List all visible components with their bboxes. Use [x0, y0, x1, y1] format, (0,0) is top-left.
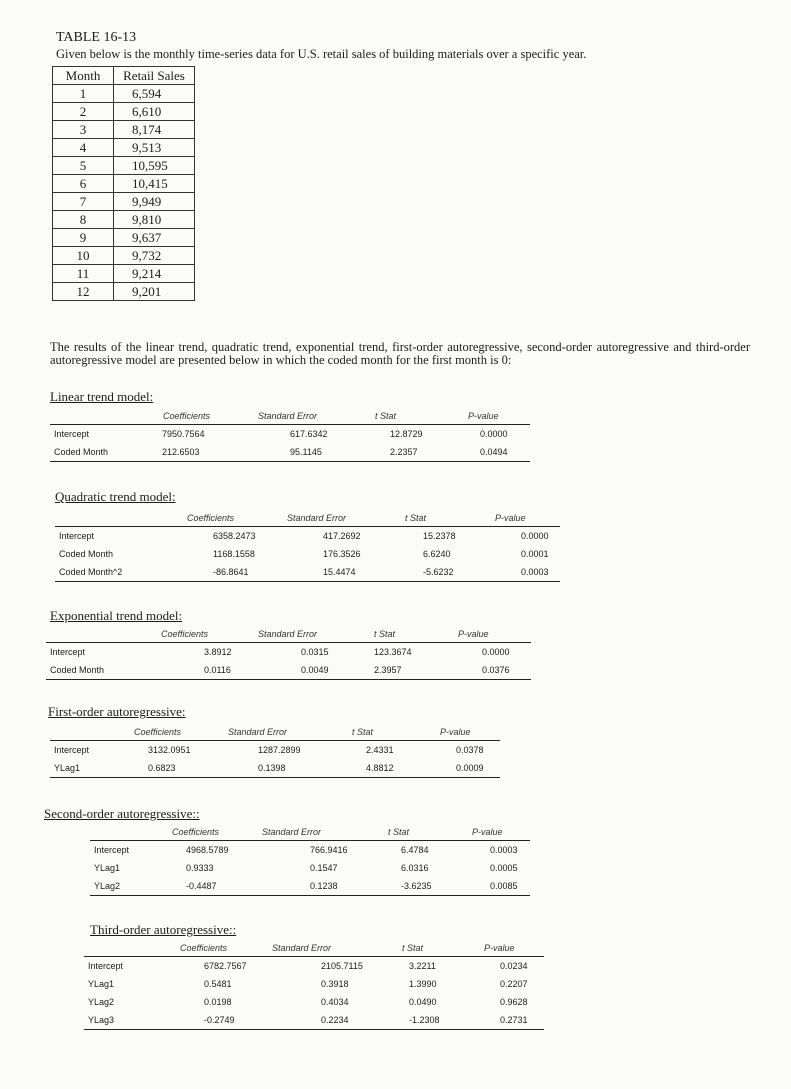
- column-header: Standard Error: [262, 827, 322, 837]
- sales-cell: 9,201: [114, 283, 195, 301]
- regression-row: [50, 759, 500, 778]
- month-cell: 8: [53, 211, 114, 229]
- regression-row: [84, 957, 544, 975]
- sales-cell: 9,637: [114, 229, 195, 247]
- column-header: Coefficients: [172, 827, 220, 837]
- regression-header-row: [46, 628, 531, 643]
- retail-sales-table: [52, 66, 195, 301]
- table-row: [53, 103, 195, 121]
- regression-header-row: [90, 826, 530, 841]
- value-cell: 0.4034: [321, 997, 349, 1007]
- heading-second-order: Second-order autoregressive::: [44, 806, 200, 821]
- value-cell: 6.6240: [423, 549, 451, 559]
- table-row: [53, 121, 195, 139]
- regression-row: [46, 661, 531, 680]
- value-cell: 1.3990: [409, 979, 437, 989]
- value-cell: 12.8729: [390, 429, 423, 439]
- regression-row: [84, 1011, 544, 1030]
- value-cell: 0.1238: [310, 881, 338, 891]
- value-cell: 0.0116: [204, 665, 231, 675]
- month-cell: 3: [53, 121, 114, 139]
- value-cell: -1.2308: [409, 1015, 440, 1025]
- value-cell: 0.0005: [490, 863, 518, 873]
- column-header: Standard Error: [258, 411, 318, 421]
- exponential-trend-table: [46, 628, 531, 680]
- linear-trend-table: [50, 410, 530, 462]
- row-label: Intercept: [50, 647, 86, 657]
- value-cell: 0.0378: [456, 745, 484, 755]
- table-header-row: [53, 67, 195, 85]
- sales-cell: 9,810: [114, 211, 195, 229]
- value-cell: 0.3918: [321, 979, 349, 989]
- value-cell: 0.0315: [301, 647, 329, 657]
- value-cell: 6.4784: [401, 845, 429, 855]
- value-cell: -86.8641: [213, 567, 249, 577]
- month-cell: 7: [53, 193, 114, 211]
- row-label: Coded Month: [50, 665, 105, 675]
- value-cell: -0.2749: [204, 1015, 235, 1025]
- first-order-table: [50, 726, 500, 778]
- column-header: P-value: [495, 513, 526, 523]
- value-cell: 0.1398: [258, 763, 286, 773]
- value-cell: 3.8912: [204, 647, 232, 657]
- regression-header-row: [84, 942, 544, 957]
- sales-cell: 10,415: [114, 175, 195, 193]
- sales-cell: 9,214: [114, 265, 195, 283]
- regression-header-row: [50, 410, 530, 425]
- value-cell: 0.0198: [204, 997, 232, 1007]
- column-header: P-value: [484, 943, 515, 953]
- table-row: [53, 283, 195, 301]
- value-cell: 617.6342: [290, 429, 328, 439]
- header-retail-sales: Retail Sales: [114, 67, 195, 85]
- column-header: t Stat: [388, 827, 410, 837]
- table-row: [53, 157, 195, 175]
- row-label: Intercept: [54, 429, 90, 439]
- value-cell: 0.0085: [490, 881, 518, 891]
- value-cell: 0.2234: [321, 1015, 349, 1025]
- value-cell: 6.0316: [401, 863, 429, 873]
- value-cell: 0.9628: [500, 997, 528, 1007]
- table-row: [53, 229, 195, 247]
- column-header: Standard Error: [287, 513, 347, 523]
- month-cell: 2: [53, 103, 114, 121]
- table-row: [53, 265, 195, 283]
- heading-exponential: Exponential trend model:: [50, 608, 183, 623]
- table-row: [53, 193, 195, 211]
- month-cell: 6: [53, 175, 114, 193]
- row-label: YLag1: [54, 763, 81, 773]
- column-header: P-value: [468, 411, 499, 421]
- row-label: Coded Month: [54, 447, 109, 457]
- regression-row: [90, 841, 530, 859]
- value-cell: 15.4474: [323, 567, 356, 577]
- regression-header-row: [55, 512, 560, 527]
- month-cell: 4: [53, 139, 114, 157]
- row-label: Intercept: [88, 961, 124, 971]
- value-cell: 95.1145: [290, 447, 322, 457]
- column-header: Standard Error: [228, 727, 288, 737]
- column-header: Coefficients: [161, 629, 209, 639]
- heading-first-order: First-order autoregressive:: [48, 704, 186, 719]
- value-cell: 3.2211: [409, 961, 436, 971]
- row-label: Intercept: [59, 531, 95, 541]
- row-label: YLag2: [94, 881, 121, 891]
- regression-row: [50, 425, 530, 443]
- column-header: Coefficients: [180, 943, 228, 953]
- month-cell: 10: [53, 247, 114, 265]
- column-header: t Stat: [405, 513, 427, 523]
- third-order-table: [84, 942, 544, 1030]
- value-cell: -5.6232: [423, 567, 454, 577]
- sales-cell: 6,594: [114, 85, 195, 103]
- value-cell: 4968.5789: [186, 845, 229, 855]
- regression-row: [50, 443, 530, 462]
- row-label: Coded Month^2: [59, 567, 123, 577]
- row-label: YLag2: [88, 997, 115, 1007]
- regression-row: [55, 563, 560, 582]
- value-cell: -3.6235: [401, 881, 432, 891]
- value-cell: 7950.7564: [162, 429, 205, 439]
- regression-row: [90, 877, 530, 896]
- value-cell: 1168.1558: [213, 549, 255, 559]
- value-cell: 0.0234: [500, 961, 528, 971]
- value-cell: 0.0376: [482, 665, 510, 675]
- regression-row: [90, 859, 530, 877]
- value-cell: 0.0494: [480, 447, 508, 457]
- value-cell: 0.9333: [186, 863, 214, 873]
- value-cell: 0.0490: [409, 997, 437, 1007]
- value-cell: 2.4331: [366, 745, 394, 755]
- regression-row: [46, 643, 531, 661]
- column-header: Standard Error: [258, 629, 318, 639]
- sales-cell: 9,949: [114, 193, 195, 211]
- column-header: t Stat: [402, 943, 424, 953]
- value-cell: 4.8812: [366, 763, 394, 773]
- column-header: Standard Error: [272, 943, 332, 953]
- column-header: P-value: [440, 727, 471, 737]
- regression-row: [84, 975, 544, 993]
- value-cell: 0.0003: [521, 567, 549, 577]
- value-cell: 0.0003: [490, 845, 518, 855]
- heading-linear: Linear trend model:: [50, 389, 154, 404]
- month-cell: 1: [53, 85, 114, 103]
- value-cell: 123.3674: [374, 647, 412, 657]
- second-order-table: [90, 826, 530, 896]
- table-row: [53, 85, 195, 103]
- row-label: Coded Month: [59, 549, 114, 559]
- column-header: t Stat: [352, 727, 374, 737]
- table-row: [53, 247, 195, 265]
- intro-text: Given below is the monthly time-series data for U.S. retail sales of building materials over a specific year.: [56, 47, 587, 61]
- column-header: Coefficients: [187, 513, 235, 523]
- row-label: Intercept: [54, 745, 90, 755]
- table-row: [53, 139, 195, 157]
- value-cell: 0.6823: [148, 763, 176, 773]
- table-title: TABLE 16-13: [56, 30, 137, 45]
- value-cell: 6358.2473: [213, 531, 256, 541]
- column-header: t Stat: [374, 629, 396, 639]
- regression-row: [50, 741, 500, 759]
- value-cell: 1287.2899: [258, 745, 301, 755]
- column-header: P-value: [458, 629, 489, 639]
- column-header: t Stat: [375, 411, 397, 421]
- row-label: YLag1: [88, 979, 115, 989]
- header-month: Month: [53, 67, 114, 85]
- row-label: Intercept: [94, 845, 130, 855]
- value-cell: 15.2378: [423, 531, 456, 541]
- regression-row: [55, 527, 560, 545]
- value-cell: 2.2357: [390, 447, 418, 457]
- value-cell: 6782.7567: [204, 961, 247, 971]
- sales-cell: 10,595: [114, 157, 195, 175]
- month-cell: 11: [53, 265, 114, 283]
- row-label: YLag3: [88, 1015, 115, 1025]
- row-label: YLag1: [94, 863, 121, 873]
- column-header: Coefficients: [134, 727, 182, 737]
- table-row: [53, 211, 195, 229]
- column-header: Coefficients: [163, 411, 211, 421]
- regression-row: [55, 545, 560, 563]
- value-cell: 0.5481: [204, 979, 232, 989]
- value-cell: 176.3526: [323, 549, 361, 559]
- value-cell: 766.9416: [310, 845, 348, 855]
- month-cell: 12: [53, 283, 114, 301]
- regression-header-row: [50, 726, 500, 741]
- value-cell: 0.0000: [521, 531, 549, 541]
- column-header: P-value: [472, 827, 503, 837]
- value-cell: 0.0001: [521, 549, 549, 559]
- value-cell: 0.1547: [310, 863, 338, 873]
- heading-third-order: Third-order autoregressive::: [90, 922, 237, 937]
- value-cell: 0.0000: [480, 429, 508, 439]
- sales-cell: 8,174: [114, 121, 195, 139]
- table-row: [53, 175, 195, 193]
- value-cell: -0.4487: [186, 881, 217, 891]
- value-cell: 0.0000: [482, 647, 510, 657]
- value-cell: 0.0009: [456, 763, 484, 773]
- value-cell: 3132.0951: [148, 745, 191, 755]
- value-cell: 2105.7115: [321, 961, 363, 971]
- value-cell: 2.3957: [374, 665, 402, 675]
- quadratic-trend-table: [55, 512, 560, 582]
- results-paragraph: The results of the linear trend, quadratic trend, exponential trend, first-order autoregressive, second-order autoregressive and third-order autoregressive model are presented below in which the coded month for the first month is 0:: [50, 340, 750, 367]
- sales-cell: 9,513: [114, 139, 195, 157]
- regression-row: [84, 993, 544, 1011]
- month-cell: 5: [53, 157, 114, 175]
- sales-cell: 6,610: [114, 103, 195, 121]
- value-cell: 0.0049: [301, 665, 329, 675]
- value-cell: 212.6503: [162, 447, 200, 457]
- value-cell: 417.2692: [323, 531, 361, 541]
- value-cell: 0.2207: [500, 979, 528, 989]
- sales-cell: 9,732: [114, 247, 195, 265]
- value-cell: 0.2731: [500, 1015, 528, 1025]
- month-cell: 9: [53, 229, 114, 247]
- heading-quadratic: Quadratic trend model:: [55, 489, 176, 504]
